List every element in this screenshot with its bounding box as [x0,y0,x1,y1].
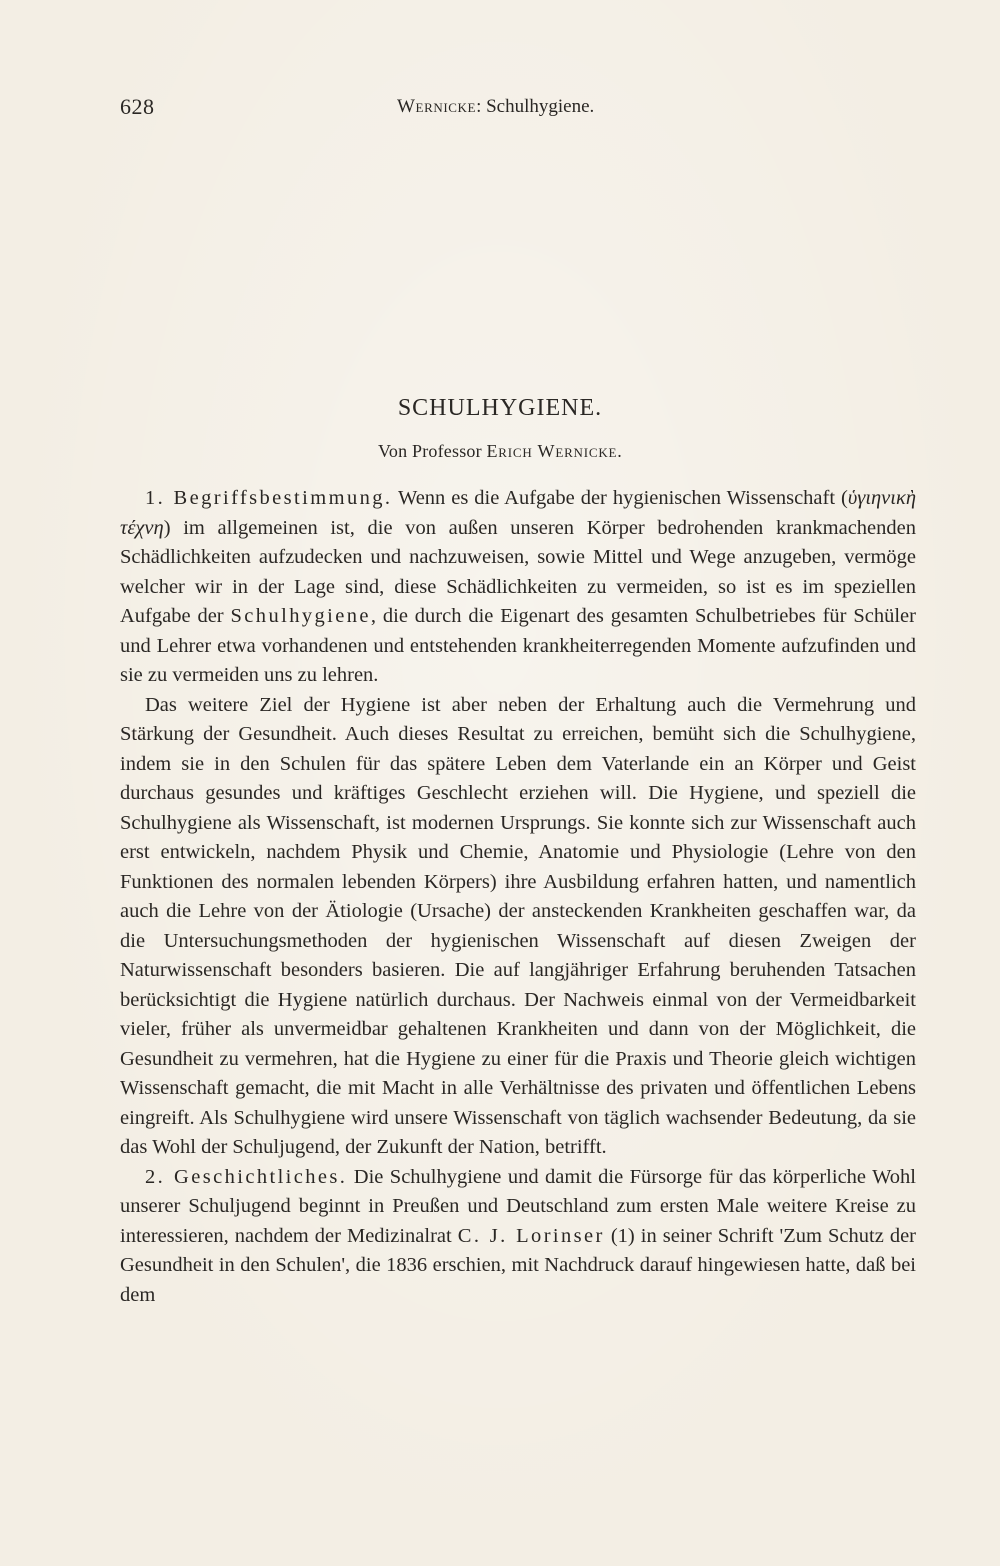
article-title: SCHULHYGIENE. [397,395,603,421]
running-author: Wernicke [397,96,477,117]
section-heading-begriffsbestimmung: 1. Begriffsbestimmung. [145,487,393,509]
page-number: 628 [120,94,155,119]
byline-suffix: . [617,441,622,461]
running-separator: : [476,96,487,117]
greek-term: ὑγιηνικὴ τέχνη [120,487,916,539]
byline-author: Erich Wernicke [486,441,618,461]
paragraph-begriffsbestimmung [120,484,916,691]
section-heading-geschichtliches: 2. Geschichtliches. [145,1165,348,1188]
paragraph-hygiene-ziel: Das weitere Ziel der Hygiene ist aber neben der Erhaltung auch die Vermehrung und Stärkung der Gesundheit. Auch dieses Resultat zu erreichen, bemüht sich die Schulhygiene, indem sie in den Schulen für das spätere Leben dem Vaterlande ein an Körper und Geist durchaus gesundes und kräftiges Geschlecht erziehen will. Die Hygiene, und speziell die Schulhygiene als Wissenschaft, ist modernen Ursprungs. Sie konnte sich zur Wissenschaft auch erst entwickeln, nachdem Physik und Chemie, Anatomie und Physiologie (Lehre von den Funktionen des normalen lebenden Körpers) ihre Ausbildung erfahren hatten, und namentlich auch die Lehre von der Ätiologie (Ursache) der ansteckenden Krankheiten geschaffen war, da die Untersuchungsmethoden der hygienischen Wissenschaft auf diesen Zweigen der Naturwissenschaft besonders basieren. Die auf langjähriger Erfahrung beruhenden Tatsachen berücksichtigt die Hygiene natürlich durchaus. Der Nachweis einmal von der Vermeidbarkeit vieler, früher als unvermeidbar gehaltenen Krankheiten und dann von der Möglichkeit, die Gesundheit zu vermehren, hat die Hygiene zu einer für die Praxis und Theorie gleich wichtigen Wissenschaft gemacht, die mit Macht in alle Verhältnisse des privaten und öffentlichen Lebens eingreift. Als Schulhygiene wird unsere Wissenschaft von täglich wachsender Bedeutung, da sie das Wohl der Schuljugend, der Zukunft der Nation, betrifft. [120,693,916,1158]
byline-prefix: Von Professor [378,441,487,461]
emphasized-term: Schulhygiene [230,605,371,627]
paragraph-text: , die durch die Eigenart des gesamten Schulbetriebes für Schüler und Lehrer etwa vorhandenen und entstehenden krankheiterregenden Momente aufzufinden und sie zu vermeiden uns zu lehren. [120,605,916,686]
running-title [397,96,594,118]
running-head [120,94,916,124]
paragraph-geschichtliches [120,1163,916,1311]
paragraph-text: (1) in seiner Schrift 'Zum Schutz der Gesundheit in den Schulen', die 1836 erschien, mit Nachdruck darauf hingewiesen hatte, daß bei dem [120,1224,917,1306]
person-name: C. J. Lorinser [457,1224,605,1247]
byline [0,441,1000,462]
paragraph-text: Die Schulhygiene und damit die Fürsorge für das körperliche Wohl unserer Schuljugend beginnt in Preußen und Deutschland zum ersten Male weitere Kreise zu interessieren, nachdem der Medizinalrat [120,1165,916,1247]
body-text [120,484,916,1310]
paragraph-text: ) im allgemeinen ist, die von außen unseren Körper bedrohenden krankmachenden Schädlichkeiten aufzudecken und nachzuweisen, sowie Mittel und Wege anzugeben, vermöge welcher wir in der Lage sind, diese Schädlichkeiten zu vermeiden, so ist es im speziellen Aufgabe der [120,516,916,627]
paragraph-text: Wenn es die Aufgabe der hygienischen Wissenschaft ( [392,487,848,509]
running-subject: Schulhygiene. [486,96,595,117]
